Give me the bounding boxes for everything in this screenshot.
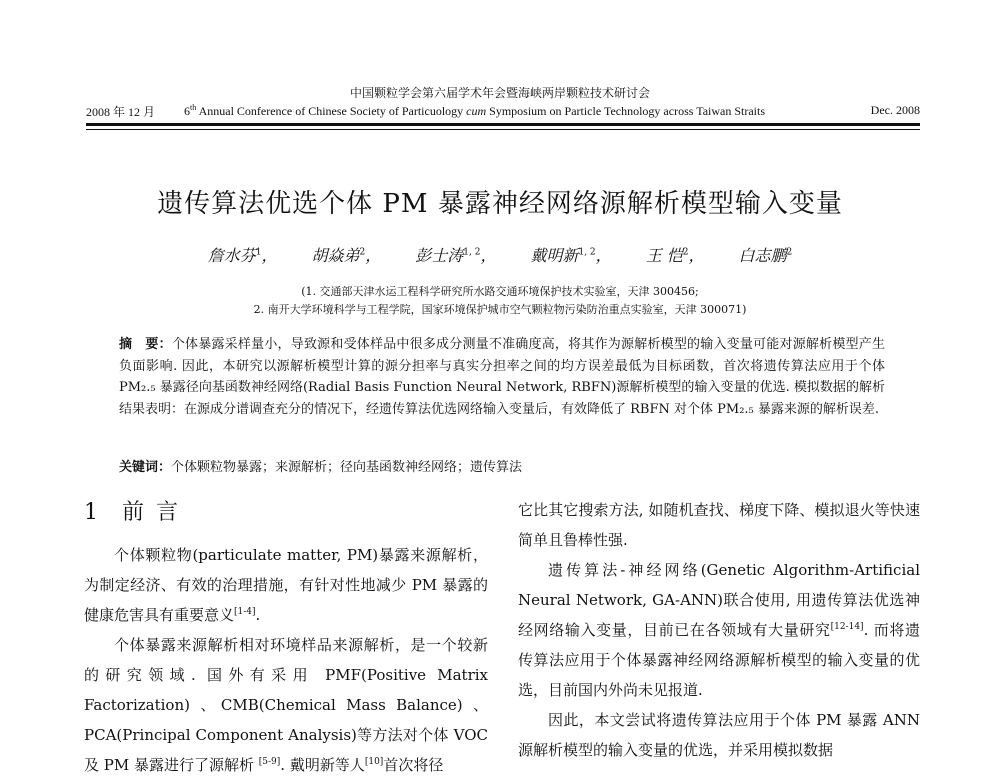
running-header xyxy=(86,103,920,121)
abstract-label: 摘 要： xyxy=(119,337,172,352)
header-rule-thick xyxy=(86,123,920,126)
paragraph: 个体暴露来源解析相对环境样品来源解析，是一个较新的研究领域. 国外有采用 PMF(Positive Matrix Factorization) 、CMB(Chemical Mass Balance) 、PCA(Principal Component Analysis)等方法对个体 VOC 及 PM 暴露进行了源解析 [5-9]. 戴明新等人[10]首次将径 xyxy=(84,636,488,774)
author: 戴明新$^{1, 2}$， xyxy=(530,246,612,265)
header-date-cn: 2008 年 12 月 xyxy=(86,105,156,119)
keywords-label: 关键词： xyxy=(119,460,172,475)
citation: [10] xyxy=(364,757,384,767)
paragraph: 个体颗粒物(particulate matter, PM)暴露来源解析，为制定经济、有效的治理措施，有针对性地减少 PM 暴露的健康危害具有重要意义[1-4]. xyxy=(84,546,488,624)
section-number: 1 xyxy=(84,500,100,525)
conference-ordinal-suffix: th xyxy=(190,103,197,112)
header-conference-en xyxy=(184,103,765,119)
author: 胡焱弟$^2$， xyxy=(311,246,382,265)
paragraph: 它比其它搜索方法, 如随机查找、梯度下降、模拟退火等快速简单且鲁棒性强. xyxy=(518,501,920,549)
conference-cum: cum xyxy=(466,104,487,118)
paragraph: 因此，本文尝试将遗传算法应用于个体 PM 暴露 ANN 源解析模型的输入变量的优选，并采用模拟数据 xyxy=(518,711,920,759)
citation: [12-14] xyxy=(830,622,864,632)
right-column xyxy=(518,495,920,765)
paper-title: 遗传算法优选个体 PM 暴露神经网络源解析模型输入变量 xyxy=(157,189,843,219)
keywords xyxy=(119,456,885,475)
conference-title-cn: 中国颗粒学会第六届学术年会暨海峡两岸颗粒技术研讨会 xyxy=(349,86,650,100)
header-date-en: Dec. 2008 xyxy=(870,103,920,117)
header-rule-thin xyxy=(86,129,920,130)
author: 彭士涛$^{1, 2}$， xyxy=(415,246,497,265)
section-heading xyxy=(84,498,488,540)
abstract-text: 个体暴露采样量小，导致源和受体样品中很多成分测量不准确度高，将其作为源解析模型的输入变量可能对源解析模型产生负面影响. 因此，本研究以源解析模型计算的源分担率与真实分担率之间的均方误差最低为目标函数，首次将遗传算法应用于个体 PM₂.₅ 暴露径向基函数神经网络(Radial Basis Function Neural Network, RBFN)源解析模型的输入变量的优选. 模拟数据的解析结果表明：在源成分谱调查充分的情况下，经遗传算法优选网络输入变量后，有效降低了 RBFN 对个体 PM₂.₅ 暴露来源的解析误差. xyxy=(119,337,885,417)
author: 白志鹏$^2$ xyxy=(738,246,793,265)
citation: [5-9] xyxy=(258,757,281,767)
conference-ordinal: 6 xyxy=(184,104,190,118)
author: 王 恺$^2$， xyxy=(645,246,705,265)
keywords-text: 个体颗粒物暴露；来源解析；径向基函数神经网络；遗传算法 xyxy=(171,460,523,475)
affiliation-1: (1. 交通部天津水运工程科学研究所水路交通环境保护技术实验室，天津 300456; xyxy=(301,285,699,298)
author-list xyxy=(0,243,1000,266)
left-column xyxy=(84,498,488,780)
section-title: 前言 xyxy=(122,500,191,525)
abstract xyxy=(119,334,885,420)
author: 詹水芬$^1$， xyxy=(207,246,278,265)
conference-symposium: Symposium on Particle Technology across Taiwan Straits xyxy=(486,104,766,118)
paragraph: 遗传算法-神经网络(Genetic Algorithm-Artificial Neural Network, GA-ANN)联合使用, 用遗传算法优选神经网络输入变量，目前已在各领域有大量研究[12-14]. 而将遗传算法应用于个体暴露神经网络源解析模型的输入变量的优选，目前国内外尚未见报道. xyxy=(518,561,920,699)
affiliation-2: 2. 南开大学环境科学与工程学院，国家环境保护城市空气颗粒物污染防治重点实验室，天津 300071) xyxy=(253,303,747,316)
conference-name: Annual Conference of Chinese Society of Particuology xyxy=(196,104,467,118)
citation: [1-4] xyxy=(234,607,256,617)
